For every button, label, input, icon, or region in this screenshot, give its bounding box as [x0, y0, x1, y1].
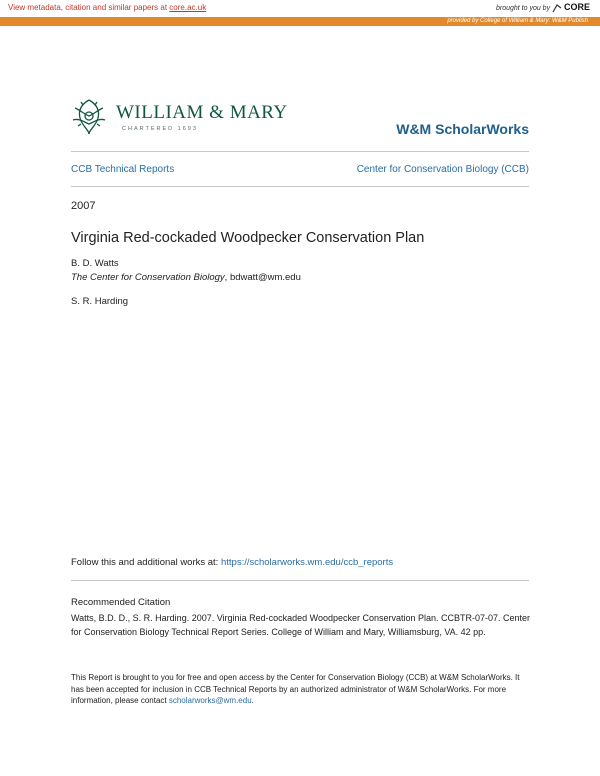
provided-by-bar — [0, 17, 600, 26]
access-notice-text: This Report is brought to you for free and open access by the Center for Conservation Biology (CCB) at W&M ScholarWorks. It has been accepted for inclusion in CCB Technical Reports by an authorized administrator of W&M ScholarWorks. For more information, please contact — [71, 673, 520, 705]
core-logo-icon — [552, 4, 562, 13]
scholarworks-title[interactable] — [396, 121, 529, 137]
core-branding[interactable] — [496, 2, 590, 13]
paper-title[interactable]: Virginia Red-cockaded Woodpecker Conservation Plan — [71, 230, 425, 246]
core-metadata-link[interactable] — [8, 3, 206, 12]
follow-text: Follow this and additional works at: — [71, 557, 219, 568]
core-metadata-text: View metadata, citation and similar papers at — [8, 3, 168, 12]
contact-email-link[interactable]: scholarworks@wm.edu — [168, 696, 252, 705]
citation-heading: Recommended Citation — [71, 597, 171, 608]
core-ac-uk-link[interactable]: core.ac.uk — [169, 3, 207, 12]
core-banner — [0, 0, 600, 17]
access-notice — [71, 672, 533, 707]
affiliation-name: The Center for Conservation Biology — [71, 272, 225, 283]
divider — [71, 580, 529, 581]
author-affiliation — [71, 272, 301, 283]
center-link[interactable]: Center for Conservation Biology (CCB) — [356, 164, 529, 175]
wm-logo-subtext: CHARTERED 1693 — [122, 126, 198, 132]
divider — [71, 186, 529, 187]
notice-end: . — [251, 696, 254, 705]
wm-logo[interactable] — [70, 96, 290, 140]
brought-to-you-text: brought to you by — [495, 5, 551, 12]
citation-body: Watts, B.D. D., S. R. Harding. 2007. Virginia Red-cockaded Woodpecker Conservation Plan. CCBTR-07-07. Center for Conservation Biology Technical Report Series. College of William and Mary, Williamsburg, VA. 42 pp. — [71, 613, 531, 637]
follow-works — [71, 557, 393, 568]
wm-crest-icon — [70, 96, 108, 136]
author-name[interactable]: B. D. Watts — [71, 258, 119, 269]
author-name[interactable]: S. R. Harding — [71, 296, 129, 307]
publication-year: 2007 — [71, 200, 96, 212]
series-link[interactable]: CCB Technical Reports — [71, 164, 175, 175]
core-brand-name: CORE — [563, 2, 590, 12]
follow-link[interactable]: https://scholarworks.wm.edu/ccb_reports — [220, 557, 394, 568]
wm-logo-text: WILLIAM & MARY — [116, 102, 288, 123]
author-email: , bdwatt@wm.edu — [224, 272, 301, 283]
provided-by-text: provided by College of William & Mary: W&M Publish — [447, 18, 588, 24]
scholarworks-text: W&M ScholarWorks — [396, 121, 529, 137]
divider — [71, 151, 529, 152]
